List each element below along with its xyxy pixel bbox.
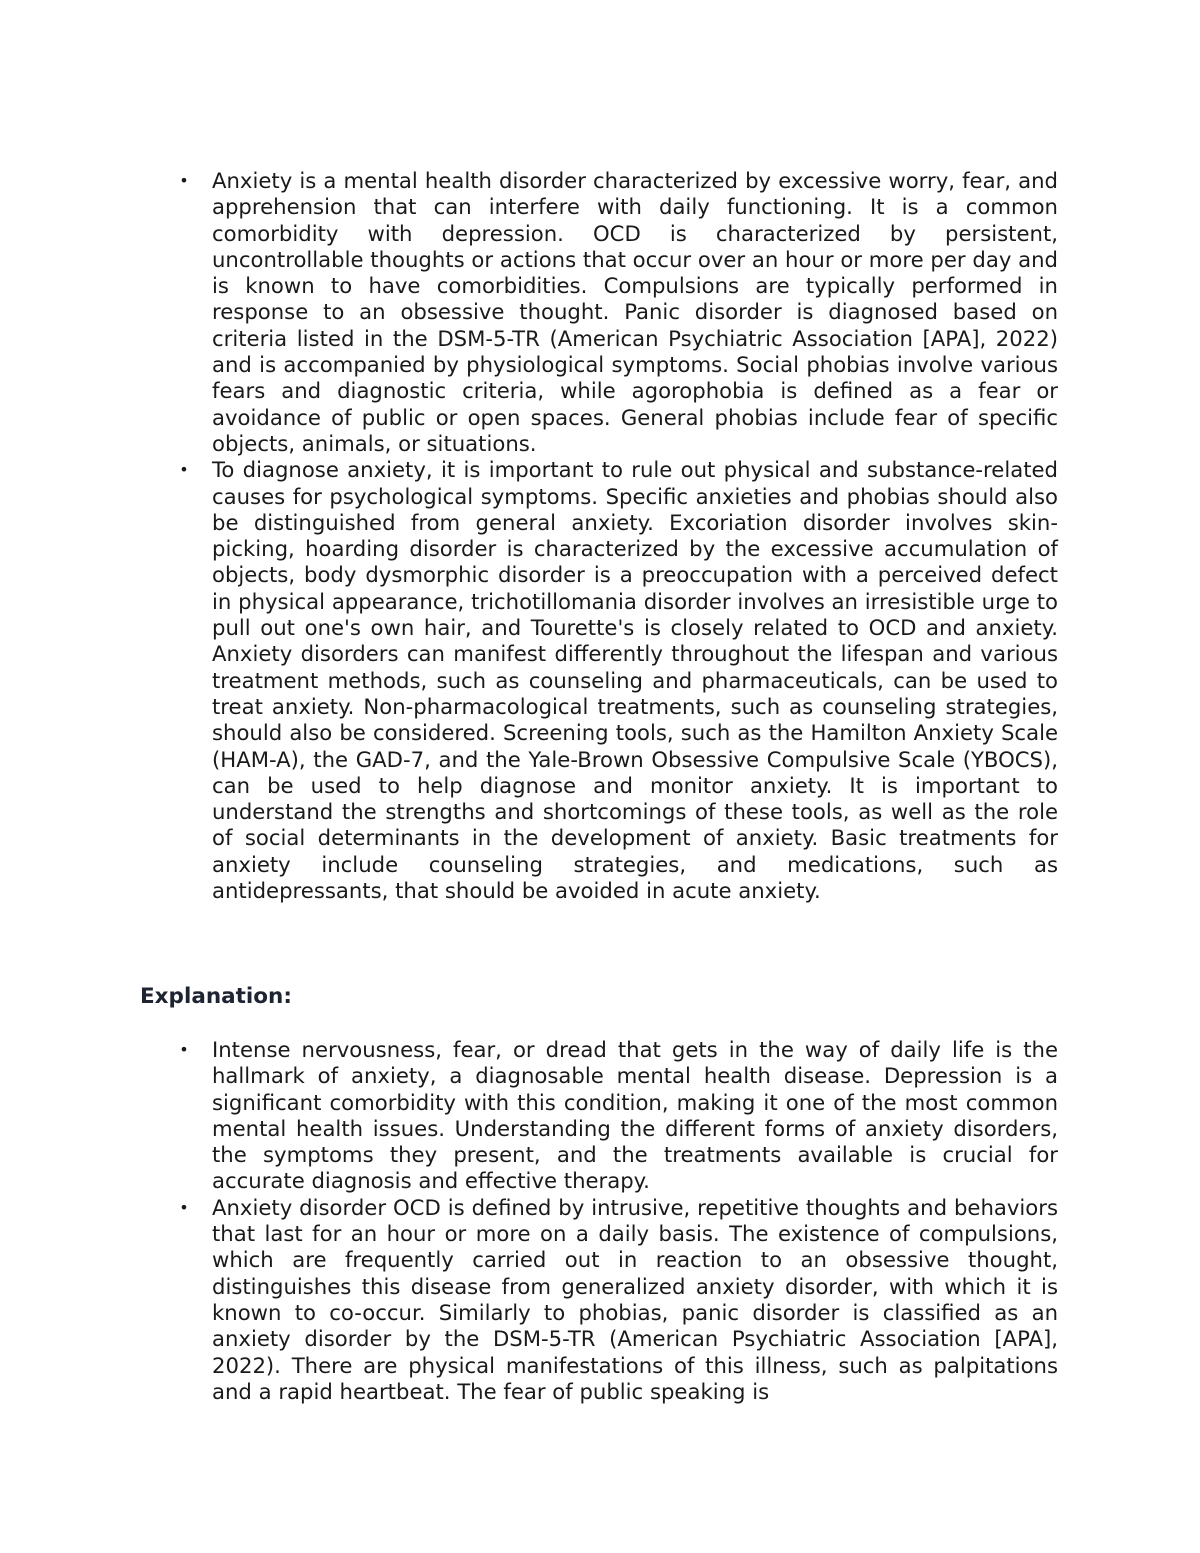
explanation-bullet-list — [179, 1037, 1058, 1405]
bullet-icon: • — [179, 1197, 189, 1217]
list-item — [179, 1194, 1058, 1405]
bullet-icon: • — [179, 171, 189, 190]
list-item-text: Anxiety is a mental health disorder characterized by excessive worry, fear, and apprehension that can interfere with daily functioning. It is a common comorbidity with depression. OCD is characterized by persistent, uncontrollable thoughts or actions that occur over an hour or more per day and is known to have comorbidities. Compulsions are typically performed in response to an obsessive thought. Panic disorder is diagnosed based on criteria listed in the DSM-5-TR (American Psychiatric Association [APA], 2022) and is accompanied by physiological symptoms. Social phobias involve various fears and diagnostic criteria, while agorophobia is defined as a fear or avoidance of public or open spaces. General phobias include fear of specific objects, animals, or situations. — [212, 168, 1058, 456]
list-item-text: Anxiety disorder OCD is defined by intrusive, repetitive thoughts and behaviors that last for an hour or more on a daily basis. The existence of compulsions, which are frequently carried out in reaction to an obsessive thought, distinguishes this disease from generalized anxiety disorder, with which it is known to co-occur. Similarly to phobias, panic disorder is classified as an anxiety disorder by the DSM-5-TR (American Psychiatric Association [APA], 2022). There are physical manifestations of this illness, such as palpitations and a rapid heartbeat. The fear of public speaking is — [212, 1194, 1058, 1404]
list-item — [179, 168, 1058, 457]
explanation-heading: Explanation: — [140, 984, 292, 1009]
list-item — [179, 457, 1058, 904]
list-item — [179, 1037, 1058, 1195]
list-item-text: To diagnose anxiety, it is important to rule out physical and substance-related causes for psychological symptoms. Specific anxieties and phobias should also be distinguished from general anxiety. Excoriation disorder involves skin-picking, hoarding disorder is characterized by the excessive accumulation of objects, body dysmorphic disorder is a preoccupation with a perceived defect in physical appearance, trichotillomania disorder involves an irresistible urge to pull out one's own hair, and Tourette's is closely related to OCD and anxiety. Anxiety disorders can manifest differently throughout the lifespan and various treatment methods, such as counseling and pharmaceuticals, can be used to treat anxiety. Non-pharmacological treatments, such as counseling strategies, should also be considered. Screening tools, such as the Hamilton Anxiety Scale (HAM-A), the GAD-7, and the Yale-Brown Obsessive Compulsive Scale (YBOCS), can be used to help diagnose and monitor anxiety. It is important to understand the strengths and shortcomings of these tools, as well as the role of social determinants in the development of anxiety. Basic treatments for anxiety include counseling strategies, and medications, such as antidepressants, that should be avoided in acute anxiety. — [212, 457, 1058, 904]
list-item-text: Intense nervousness, fear, or dread that gets in the way of daily life is the hallmark of anxiety, a diagnosable mental health disease. Depression is a significant comorbidity with this condition, making it one of the most common mental health issues. Understanding the different forms of anxiety disorders, the symptoms they present, and the treatments available is crucial for accurate diagnosis and effective therapy. — [212, 1037, 1058, 1194]
bullet-icon: • — [179, 460, 189, 480]
bullet-icon: • — [179, 1040, 189, 1059]
summary-bullet-list — [179, 168, 1058, 904]
